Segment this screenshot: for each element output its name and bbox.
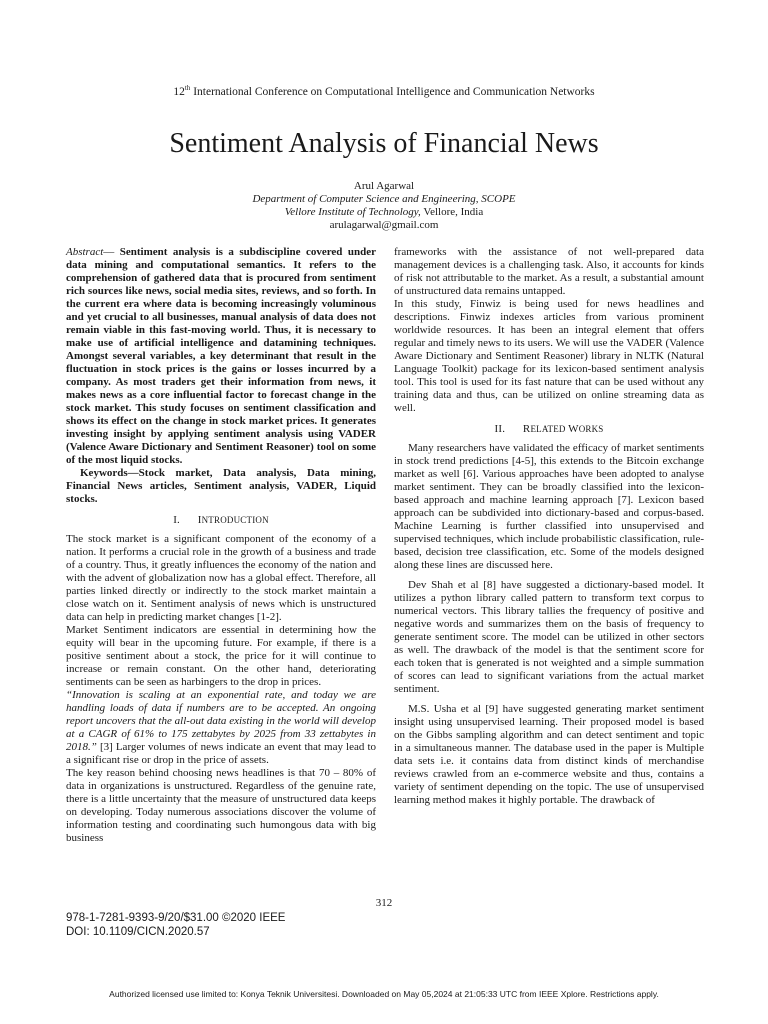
section-title-part: ORKS (578, 424, 604, 434)
intro-paragraph-4: The key reason behind choosing news headlines is that 70 – 80% of data in organizations is unstructured. Regardless of the genuine rate, there is a little uncertainty that the measure of unstructured data keeps on developing. Today numerous associations discover the volume of information testing and coordinating such humongous data with big business (66, 767, 376, 844)
section-initial: I (197, 514, 202, 526)
right-column (394, 246, 704, 807)
author-affiliation (0, 206, 768, 219)
author-city: Vellore, India (420, 206, 484, 218)
section-initial: W (568, 423, 579, 435)
author-block (0, 180, 768, 232)
author-institute: Vellore Institute of Technology, (284, 206, 421, 218)
page-number: 312 (375, 897, 393, 909)
publication-info (66, 911, 285, 939)
intro-paragraph-6: In this study, Finwiz is being used for news headlines and descriptions. Finwiz indexes articles from various prominent worldwide resources. It has been an integral element that offers regular and timely news to its users. We will use the VADER (Valence Aware Dictionary and Sentiment Reasoner) library in NLTK (Natural Language Toolkit) package for its lexicon-based sentiment analysis tool. This tool is used for its fast nature that can be used without any training data and thus, can be utilized on online streaming data as well. (394, 298, 704, 414)
left-column (66, 246, 376, 845)
conference-name: International Conference on Computational Intelligence and Communication Networks (190, 85, 595, 98)
isbn-line: 978-1-7281-9393-9/20/$31.00 ©2020 IEEE (66, 912, 286, 924)
section-title: NTRODUCTION (201, 515, 269, 525)
abstract-label: Abstract (66, 246, 104, 258)
intro-quote: “Innovation is scaling at an exponential rate, and today we are handling loads of data if numbers are to be accepted. An ongoing report uncovers that the all-out data existing in the world will develop at a CAGR of 61% to 175 zettabytes by 2025 from 33 zettabytes in 2018.” (66, 689, 376, 753)
section-heading-related-works (394, 423, 704, 436)
keywords: Keywords—Stock market, Data analysis, Data mining, Financial News articles, Sentiment analysis, VADER, Liquid stocks. (66, 467, 376, 505)
author-department: Department of Computer Science and Engineering, SCOPE (252, 193, 516, 205)
abstract-dash: — (103, 246, 120, 258)
section-number: I. (173, 514, 181, 526)
author-email: arulagarwal@gmail.com (329, 219, 439, 231)
license-footer: Authorized licensed use limited to: Konya Teknik Universitesi. Downloaded on May 05,2024 at 21:05:33 UTC from IEEE Xplore. Restrictions apply. (109, 989, 659, 999)
related-paragraph-2: Dev Shah et al [8] have suggested a dictionary-based model. It utilizes a python library called pattern to transform text corpus to numerical vectors. This library tallies the frequency of positive and negative words and summarizes them on the basis of frequency to generate sentiment score. The model can be utilized in other sectors as well. The drawback of the model is that the sentiment score for each token that is generated is not weighted and a simple summation of scores can lead to significant variations from the actual market sentiment. (394, 579, 704, 695)
section-number: II. (494, 423, 506, 435)
section-initial: R (522, 423, 531, 435)
section-heading-introduction (66, 514, 376, 527)
conference-number: 12 (173, 85, 185, 98)
intro-paragraph-1: The stock market is a significant component of the economy of a nation. It performs a crucial role in the growth of a business and trade of a country. Thus, it greatly influences the economy of the nation and with the advent of globalization now has a global effect. Therefore, all parties linked directly or indirectly to the stock market maintain a close watch on it. Sentiment analysis of news which is unstructured data can help in predicting market changes [1-2]. (66, 533, 376, 623)
section-title-part: ELATED (530, 424, 569, 434)
paper-title: Sentiment Analysis of Financial News (169, 128, 599, 159)
author-name: Arul Agarwal (353, 180, 415, 192)
intro-quote-followup: [3] Larger volumes of news indicate an event that may lead to a significant rise or drop in the price of assets. (66, 741, 376, 766)
doi-line: DOI: 10.1109/CICN.2020.57 (66, 926, 210, 938)
related-paragraph-1: Many researchers have validated the efficacy of market sentiments in stock trend predictions [4-5], this extends to the Bitcoin exchange market as well [6]. Various approaches have been adopted to analyse market sentiment. They can be broadly classified into the lexicon-based approach and machine learning approach [7]. Lexicon based approach can be subdivided into dictionary-based and corpus-based. Machine Learning is further classified into unsupervised and supervised techniques, which include probabilistic classification, rule-based, decision tree classification, etc. Some of the models designed along these lines are discussed here. (394, 442, 704, 571)
intro-paragraph-5: frameworks with the assistance of not well-prepared data management devices is a challenging task. Also, it accounts for kinds of risk not attributable to the market. As a result, a substantial amount of unstructured data remains untapped. (394, 246, 704, 297)
conference-ordinal: th (184, 84, 191, 92)
intro-paragraph-2: Market Sentiment indicators are essential in determining how the equity will bear in the upcoming future. For example, if there is a positive sentiment about a stock, the price for it will continue to increase or remain constant. On the other hand, deteriorating sentiments can be seen as harbingers to the drop in prices. (66, 624, 376, 688)
conference-header (0, 84, 768, 98)
abstract (66, 246, 376, 467)
abstract-text: Sentiment analysis is a subdiscipline covered under data mining and computational semantics. It refers to the comprehension of gathered data that is procured from sentiment rich sources like news, social media sites, reviews, and so forth. In the current era where data is becoming increasingly voluminous and yet crucial to all businesses, manual analysis of data does not remain viable in this fast-moving world. Thus, it is necessary to make use of artificial intelligence and datamining techniques. Amongst several variables, a key determinant that result in the fluctuation in stock prices is the gains or losses incurred by a company. As most traders get their information from news, it makes news as a core influential factor to forecast change in the stock market. This study focuses on sentiment classification and shows its effect on the change in stock market prices. It generates investing insight by applying sentiment analysis using VADER (Valence Aware Dictionary and Sentiment Reasoner) tool on some of the most liquid stocks. (66, 246, 377, 466)
intro-paragraph-3 (66, 689, 376, 767)
related-paragraph-3: M.S. Usha et al [9] have suggested generating market sentiment insight using unsupervised learning. Their proposed model is based on the Gibbs sampling algorithm and can detect sentiment and topic in a simultaneous manner. The database used in the paper is Multiple data sets i.e. it contains data from distinct kinds of merchandise reviews crawled from an e-commerce website and thus, contains a variety of sentiment depending on the topic. The use of unsupervised learning method makes it highly portable. The drawback of (394, 703, 704, 806)
